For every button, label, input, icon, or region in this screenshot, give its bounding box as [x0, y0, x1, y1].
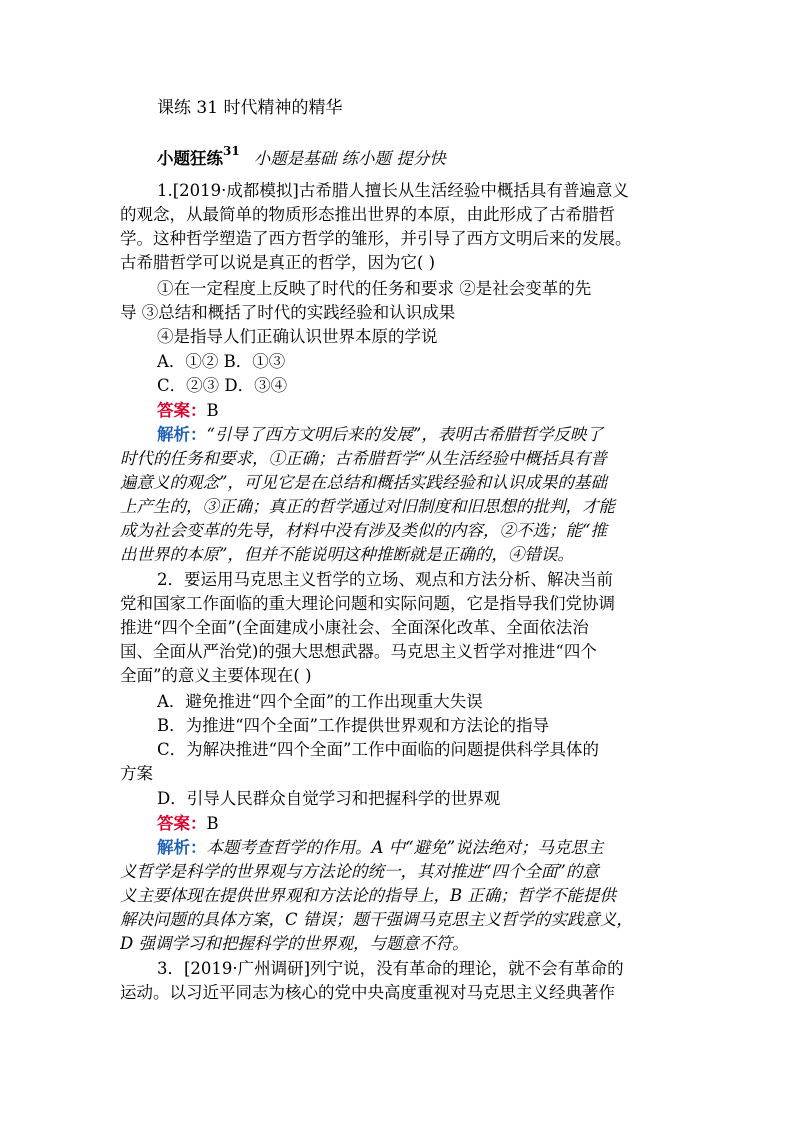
q1-stem-line: 古希腊哲学可以说是真正的哲学，因为它( ): [120, 253, 436, 272]
analysis-text: “引导了西方文明后来的发展”，表明古希腊哲学反映了: [206, 425, 603, 444]
q2-option-c: C．为解决推进“四个全面”工作中面临的问题提供科学具体的: [157, 740, 599, 759]
q2-option-b: B．为推进“四个全面”工作提供世界观和方法论的指导: [157, 716, 549, 735]
q3-stem-line: 运动。以习近平同志为核心的党中央高度重视对马克思主义经典著作: [120, 983, 615, 1002]
q2-analysis-line: 解决问题的具体方案，C 错误；题干强调马克思主义哲学的实践意义，: [120, 910, 633, 929]
q2-option-a: A．避免推进“四个全面”的工作出现重大失误: [157, 692, 483, 711]
section-header: [157, 146, 446, 173]
q1-stem-line: 的观念，从最简单的物质形态推出世界的本原，由此形成了古希腊哲: [120, 205, 615, 224]
q1-statement-line: ①在一定程度上反映了时代的任务和要求 ②是社会变革的先: [157, 279, 592, 298]
q2-answer: [157, 812, 675, 836]
q1-stem-line: 学。这种哲学塑造了西方哲学的雏形，并引导了西方文明后来的发展。: [120, 229, 632, 248]
q2-stem-line: 2．要运用马克思主义哲学的立场、观点和方法分析、解决当前: [157, 570, 613, 589]
q2-stem-line: 党和国家工作面临的重大理论问题和实际问题，它是指导我们党协调: [120, 594, 615, 613]
q2-analysis-line: D 强调学习和把握科学的世界观，与题意不符。: [120, 934, 469, 953]
q1-analysis-line: 上产生的，③正确；真正的哲学通过对旧制度和旧思想的批判，才能: [120, 497, 615, 516]
q2-analysis-line: 义主要体现在提供世界观和方法论的指导上，B 正确；哲学不能提供: [120, 886, 616, 905]
q1-option-line: A．①② B．①③: [157, 352, 286, 371]
q2-option-d: D．引导人民群众自觉学习和把握科学的世界观: [157, 789, 501, 808]
q2-analysis-first: [157, 836, 675, 860]
q1-statement-line: 导 ③总结和概括了时代的实践经验和认识成果: [120, 303, 456, 322]
q1-analysis-line: 成为社会变革的先导，材料中没有涉及类似的内容，②不选；能“推: [120, 521, 607, 540]
q2-analysis-line: 义哲学是科学的世界观与方法论的统一，其对推进“四个全面”的意: [120, 862, 599, 881]
q1-analysis-first: [157, 423, 675, 447]
section-number: 31: [223, 144, 240, 158]
answer-label: 答案：: [157, 401, 207, 420]
q2-stem-line: 国、全面从严治党)的强大思想武器。马克思主义哲学对推进“四个: [120, 642, 597, 661]
q1-stem-line: 1.[2019·成都模拟]古希腊人擅长从生活经验中概括具有普遍意义: [157, 181, 629, 200]
section-label: 小题狂练: [157, 149, 223, 168]
q1-answer: [157, 399, 675, 423]
q1-option-line: C．②③ D．③④: [157, 376, 288, 395]
q2-stem-line: 全面”的意义主要体现在( ): [120, 666, 312, 685]
q2-option-c-cont: 方案: [120, 764, 153, 783]
page-title: 课练 31 时代精神的精华: [157, 98, 343, 118]
section-tagline: 小题是基础 练小题 提分快: [253, 149, 446, 168]
q1-analysis-line: 出世界的本原”，但并不能说明这种推断就是正确的，④错误。: [120, 545, 574, 564]
analysis-label: 解析：: [157, 425, 207, 444]
answer-value: B: [206, 401, 219, 420]
answer-value: B: [206, 814, 219, 833]
analysis-label: 解析：: [157, 838, 207, 857]
q3-stem-line: 3．[2019·广州调研]列宁说，没有革命的理论，就不会有革命的: [157, 959, 624, 978]
q2-stem-line: 推进“四个全面”(全面建成小康社会、全面深化改革、全面依法治: [120, 618, 589, 637]
answer-label: 答案：: [157, 814, 207, 833]
q1-analysis-line: 时代的任务和要求，①正确；古希腊哲学“从生活经验中概括具有普: [120, 449, 607, 468]
analysis-text: 本题考查哲学的作用。A 中“避免”说法绝对；马克思主: [206, 838, 604, 857]
q1-statement-line: ④是指导人们正确认识世界本原的学说: [157, 327, 438, 346]
q1-analysis-line: 遍意义的观念”，可见它是在总结和概括实践经验和认识成果的基础: [120, 473, 607, 492]
